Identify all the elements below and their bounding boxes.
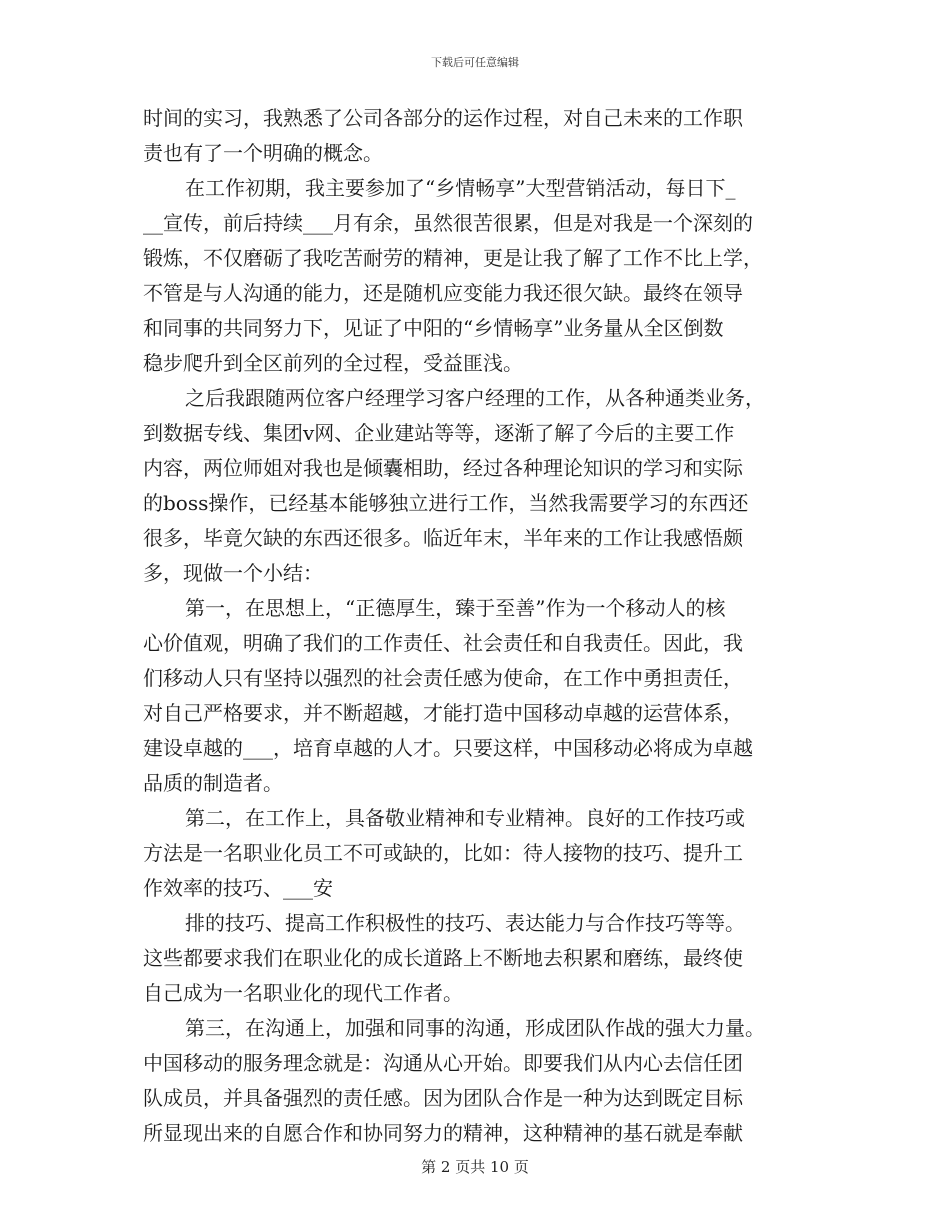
text-line: 方法是一名职业化员工不可或缺的，比如：待人接物的技巧、提升工 <box>143 841 743 865</box>
text-line: 对自己严格要求，并不断超越，才能打造中国移动卓越的运营体系， <box>143 701 743 725</box>
text-line: 品质的制造者。 <box>143 771 283 795</box>
text-line: 之后我跟随两位客户经理学习客户经理的工作，从各种通类业务， <box>185 386 765 410</box>
text-line: 时间的实习，我熟悉了公司各部分的运作过程，对自己未来的工作职 <box>143 106 743 130</box>
text-line: 作效率的技巧、___安 <box>143 876 333 900</box>
text-line: 第三，在沟通上，加强和同事的沟通，形成团队作战的强大力量。 <box>185 1016 765 1040</box>
text-line: 中国移动的服务理念就是：沟通从心开始。即要我们从内心去信任团 <box>143 1051 743 1075</box>
text-line: 排的技巧、提高工作积极性的技巧、表达能力与合作技巧等等。 <box>185 911 745 935</box>
document-body <box>143 101 808 1151</box>
text-line: 的boss操作，已经基本能够独立进行工作，当然我需要学习的东西还 <box>143 491 749 515</box>
text-line: 和同事的共同努力下，见证了中阳的“乡情畅享”业务量从全区倒数 <box>143 316 724 340</box>
text-line: 在工作初期，我主要参加了“乡情畅享”大型营销活动，每日下_ <box>185 176 736 200</box>
text-line: 多，现做一个小结： <box>143 561 323 585</box>
page-footer: 第 2 页共 10 页 <box>421 1158 529 1176</box>
text-line: 很多，毕竟欠缺的东西还很多。临近年末，半年来的工作让我感悟颇 <box>143 526 743 550</box>
text-line: 到数据专线、集团v网、企业建站等等，逐渐了解了今后的主要工作 <box>143 421 735 445</box>
text-line: 稳步爬升到全区前列的全过程，受益匪浅。 <box>143 351 523 375</box>
text-line: 心价值观，明确了我们的工作责任、社会责任和自我责任。因此，我 <box>143 631 743 655</box>
page-header: 下载后可任意编辑 <box>431 56 519 69</box>
text-line: 自己成为一名职业化的现代工作者。 <box>143 981 463 1005</box>
text-line: 队成员，并具备强烈的责任感。因为团队合作是一种为达到既定目标 <box>143 1086 743 1110</box>
text-line: 所显现出来的自愿合作和协同努力的精神，这种精神的基石就是奉献 <box>143 1121 743 1145</box>
text-line: 责也有了一个明确的概念。 <box>143 141 383 165</box>
text-line: __宣传，前后持续___月有余，虽然很苦很累，但是对我是一个深刻的 <box>143 211 753 235</box>
text-line: 内容，两位师姐对我也是倾囊相助，经过各种理论知识的学习和实际 <box>143 456 743 480</box>
text-line: 建设卓越的___，培育卓越的人才。只要这样，中国移动必将成为卓越 <box>143 736 753 760</box>
text-line: 不管是与人沟通的能力，还是随机应变能力我还很欠缺。最终在领导 <box>143 281 743 305</box>
text-line: 们移动人只有坚持以强烈的社会责任感为使命，在工作中勇担责任， <box>143 666 743 690</box>
text-line: 这些都要求我们在职业化的成长道路上不断地去积累和磨练，最终使 <box>143 946 743 970</box>
text-line: 第二，在工作上，具备敬业精神和专业精神。良好的工作技巧或 <box>185 806 745 830</box>
text-line: 锻炼，不仅磨砺了我吃苦耐劳的精神，更是让我了解了工作不比上学， <box>143 246 763 270</box>
text-line: 第一，在思想上，“正德厚生，臻于至善”作为一个移动人的核 <box>185 596 726 620</box>
